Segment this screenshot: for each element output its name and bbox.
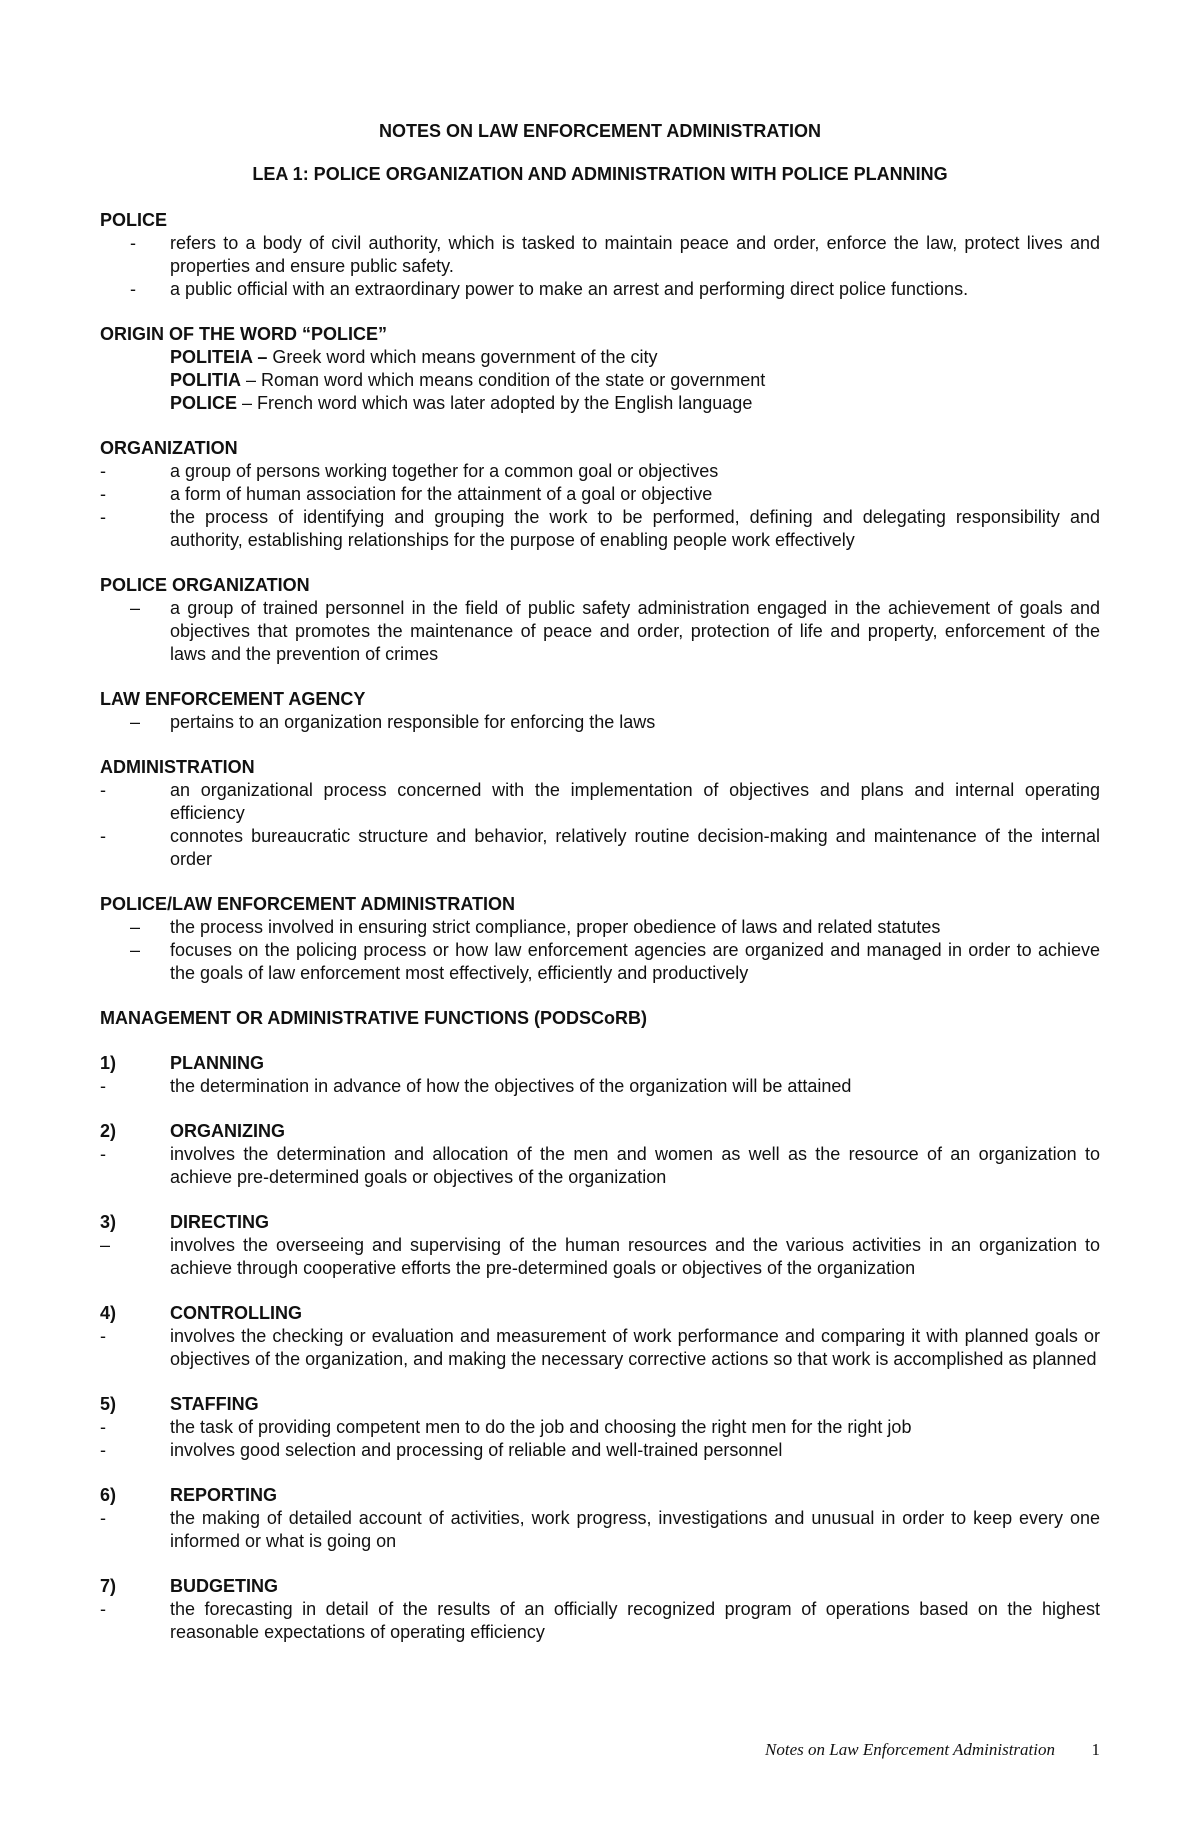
section-heading: ORGANIZATION (100, 438, 238, 458)
page-footer (0, 1738, 1100, 1761)
function-heading: 2) ORGANIZING (100, 1121, 285, 1141)
bullet-dash: - (100, 1076, 106, 1096)
origin-entry: POLITIA – Roman word which means condition of the state or government (170, 370, 766, 390)
section-functions (100, 1007, 1100, 1030)
bullet-dash: - (100, 1599, 106, 1619)
bullet-dash: - (100, 1417, 106, 1437)
section-heading: POLICE (100, 210, 168, 230)
function-planning (100, 1052, 1100, 1098)
list-item: - the forecasting in detail of the results of an officially recognized program of operations based on the highest reasonable expectations of operating efficiency (100, 1599, 1100, 1642)
bullet-dash: - (130, 279, 136, 299)
bullet-dash: - (100, 1508, 106, 1528)
document-title: NOTES ON LAW ENFORCEMENT ADMINISTRATION (379, 121, 821, 141)
function-heading: 5) STAFFING (100, 1394, 259, 1414)
bullet-dash: - (100, 507, 106, 527)
function-heading: 1) PLANNING (100, 1053, 264, 1073)
list-item: - connotes bureaucratic structure and behavior, relatively routine decision-making and maintenance of the internal order (100, 826, 1100, 869)
section-origin (100, 323, 1100, 415)
list-item: – involves the overseeing and supervising of the human resources and the various activities in an organization to achieve through cooperative efforts the pre-determined goals or objectives of the organization (100, 1235, 1100, 1278)
function-staffing (100, 1393, 1100, 1462)
list-item: - the task of providing competent men to do the job and choosing the right men for the right job (100, 1417, 912, 1437)
bullet-dash: - (100, 461, 106, 481)
bullet-dash: – (130, 940, 141, 960)
section-heading: LAW ENFORCEMENT AGENCY (100, 689, 366, 709)
document-subtitle: LEA 1: POLICE ORGANIZATION AND ADMINISTRATION WITH POLICE PLANNING (252, 164, 948, 184)
section-law-enforcement-agency (100, 688, 1100, 734)
bullet-dash: - (100, 484, 106, 504)
function-budgeting (100, 1575, 1100, 1644)
section-heading: POLICE/LAW ENFORCEMENT ADMINISTRATION (100, 894, 515, 914)
function-heading: 7) BUDGETING (100, 1576, 278, 1596)
function-organizing (100, 1120, 1100, 1189)
origin-entry: POLITEIA – Greek word which means government of the city (170, 347, 658, 367)
bullet-dash: - (130, 233, 136, 253)
list-item: – pertains to an organization responsible for enforcing the laws (100, 711, 1100, 734)
bullet-dash: – (100, 1235, 111, 1255)
section-heading: POLICE ORGANIZATION (100, 575, 310, 595)
function-heading: 4) CONTROLLING (100, 1303, 302, 1323)
bullet-dash: – (130, 712, 141, 732)
list-item: - a form of human association for the attainment of a goal or objective (100, 484, 713, 504)
section-organization (100, 437, 1100, 552)
list-item: - involves good selection and processing of reliable and well-trained personnel (100, 1440, 783, 1460)
function-controlling (100, 1302, 1100, 1371)
list-item: - involves the checking or evaluation and measurement of work performance and comparing it with planned goals or objectives of the organization, and making the necessary corrective actions so that work is accomplished as planned (100, 1326, 1100, 1369)
bullet-dash: - (100, 1144, 106, 1164)
bullet-dash: - (100, 826, 106, 846)
function-heading: 6) REPORTING (100, 1485, 278, 1505)
bullet-dash: – (130, 598, 141, 618)
list-item: – focuses on the policing process or how law enforcement agencies are organized and managed in order to achieve the goals of law enforcement most effectively, efficiently and productively (100, 939, 1100, 985)
list-item: - the process of identifying and grouping the work to be performed, defining and delegating responsibility and authority, establishing relationships for the purpose of enabling people work effectively (100, 507, 1100, 550)
list-item: - an organizational process concerned with the implementation of objectives and plans and internal operating efficiency (100, 780, 1100, 823)
list-item: - involves the determination and allocation of the men and women as well as the resource of an organization to achieve pre-determined goals or objectives of the organization (100, 1144, 1100, 1187)
bullet-dash: - (100, 1440, 106, 1460)
list-item: - a public official with an extraordinary power to make an arrest and performing direct police functions. (100, 278, 1100, 301)
section-heading: ORIGIN OF THE WORD “POLICE” (100, 324, 387, 344)
function-directing (100, 1211, 1100, 1280)
footer-title: Notes on Law Enforcement Administration (765, 1740, 1055, 1759)
list-item: - the making of detailed account of activities, work progress, investigations and unusual in order to keep every one informed or what is going on (100, 1508, 1100, 1551)
function-heading: 3) DIRECTING (100, 1212, 269, 1232)
page-number: 1 (1091, 1740, 1100, 1759)
bullet-dash: – (130, 917, 141, 937)
section-administration (100, 756, 1100, 871)
function-reporting (100, 1484, 1100, 1553)
section-heading: MANAGEMENT OR ADMINISTRATIVE FUNCTIONS (PODSCoRB) (100, 1008, 647, 1028)
list-item: - the determination in advance of how the objectives of the organization will be attained (100, 1076, 852, 1096)
list-item: - a group of persons working together for a common goal or objectives (100, 461, 719, 481)
section-police-organization (100, 574, 1100, 666)
bullet-dash: - (100, 780, 106, 800)
section-police-law-enforcement-administration (100, 893, 1100, 985)
section-heading: ADMINISTRATION (100, 757, 255, 777)
origin-entry: POLICE – French word which was later adopted by the English language (170, 393, 753, 413)
list-item: – the process involved in ensuring strict compliance, proper obedience of laws and related statutes (100, 916, 1100, 939)
section-police (100, 209, 1100, 301)
list-item: – a group of trained personnel in the field of public safety administration engaged in the achievement of goals and objectives that promotes the maintenance of peace and order, protection of life and property, enforcement of the laws and the prevention of crimes (100, 597, 1100, 666)
bullet-dash: - (100, 1326, 106, 1346)
list-item: - refers to a body of civil authority, which is tasked to maintain peace and order, enforce the law, protect lives and properties and ensure public safety. (100, 232, 1100, 278)
